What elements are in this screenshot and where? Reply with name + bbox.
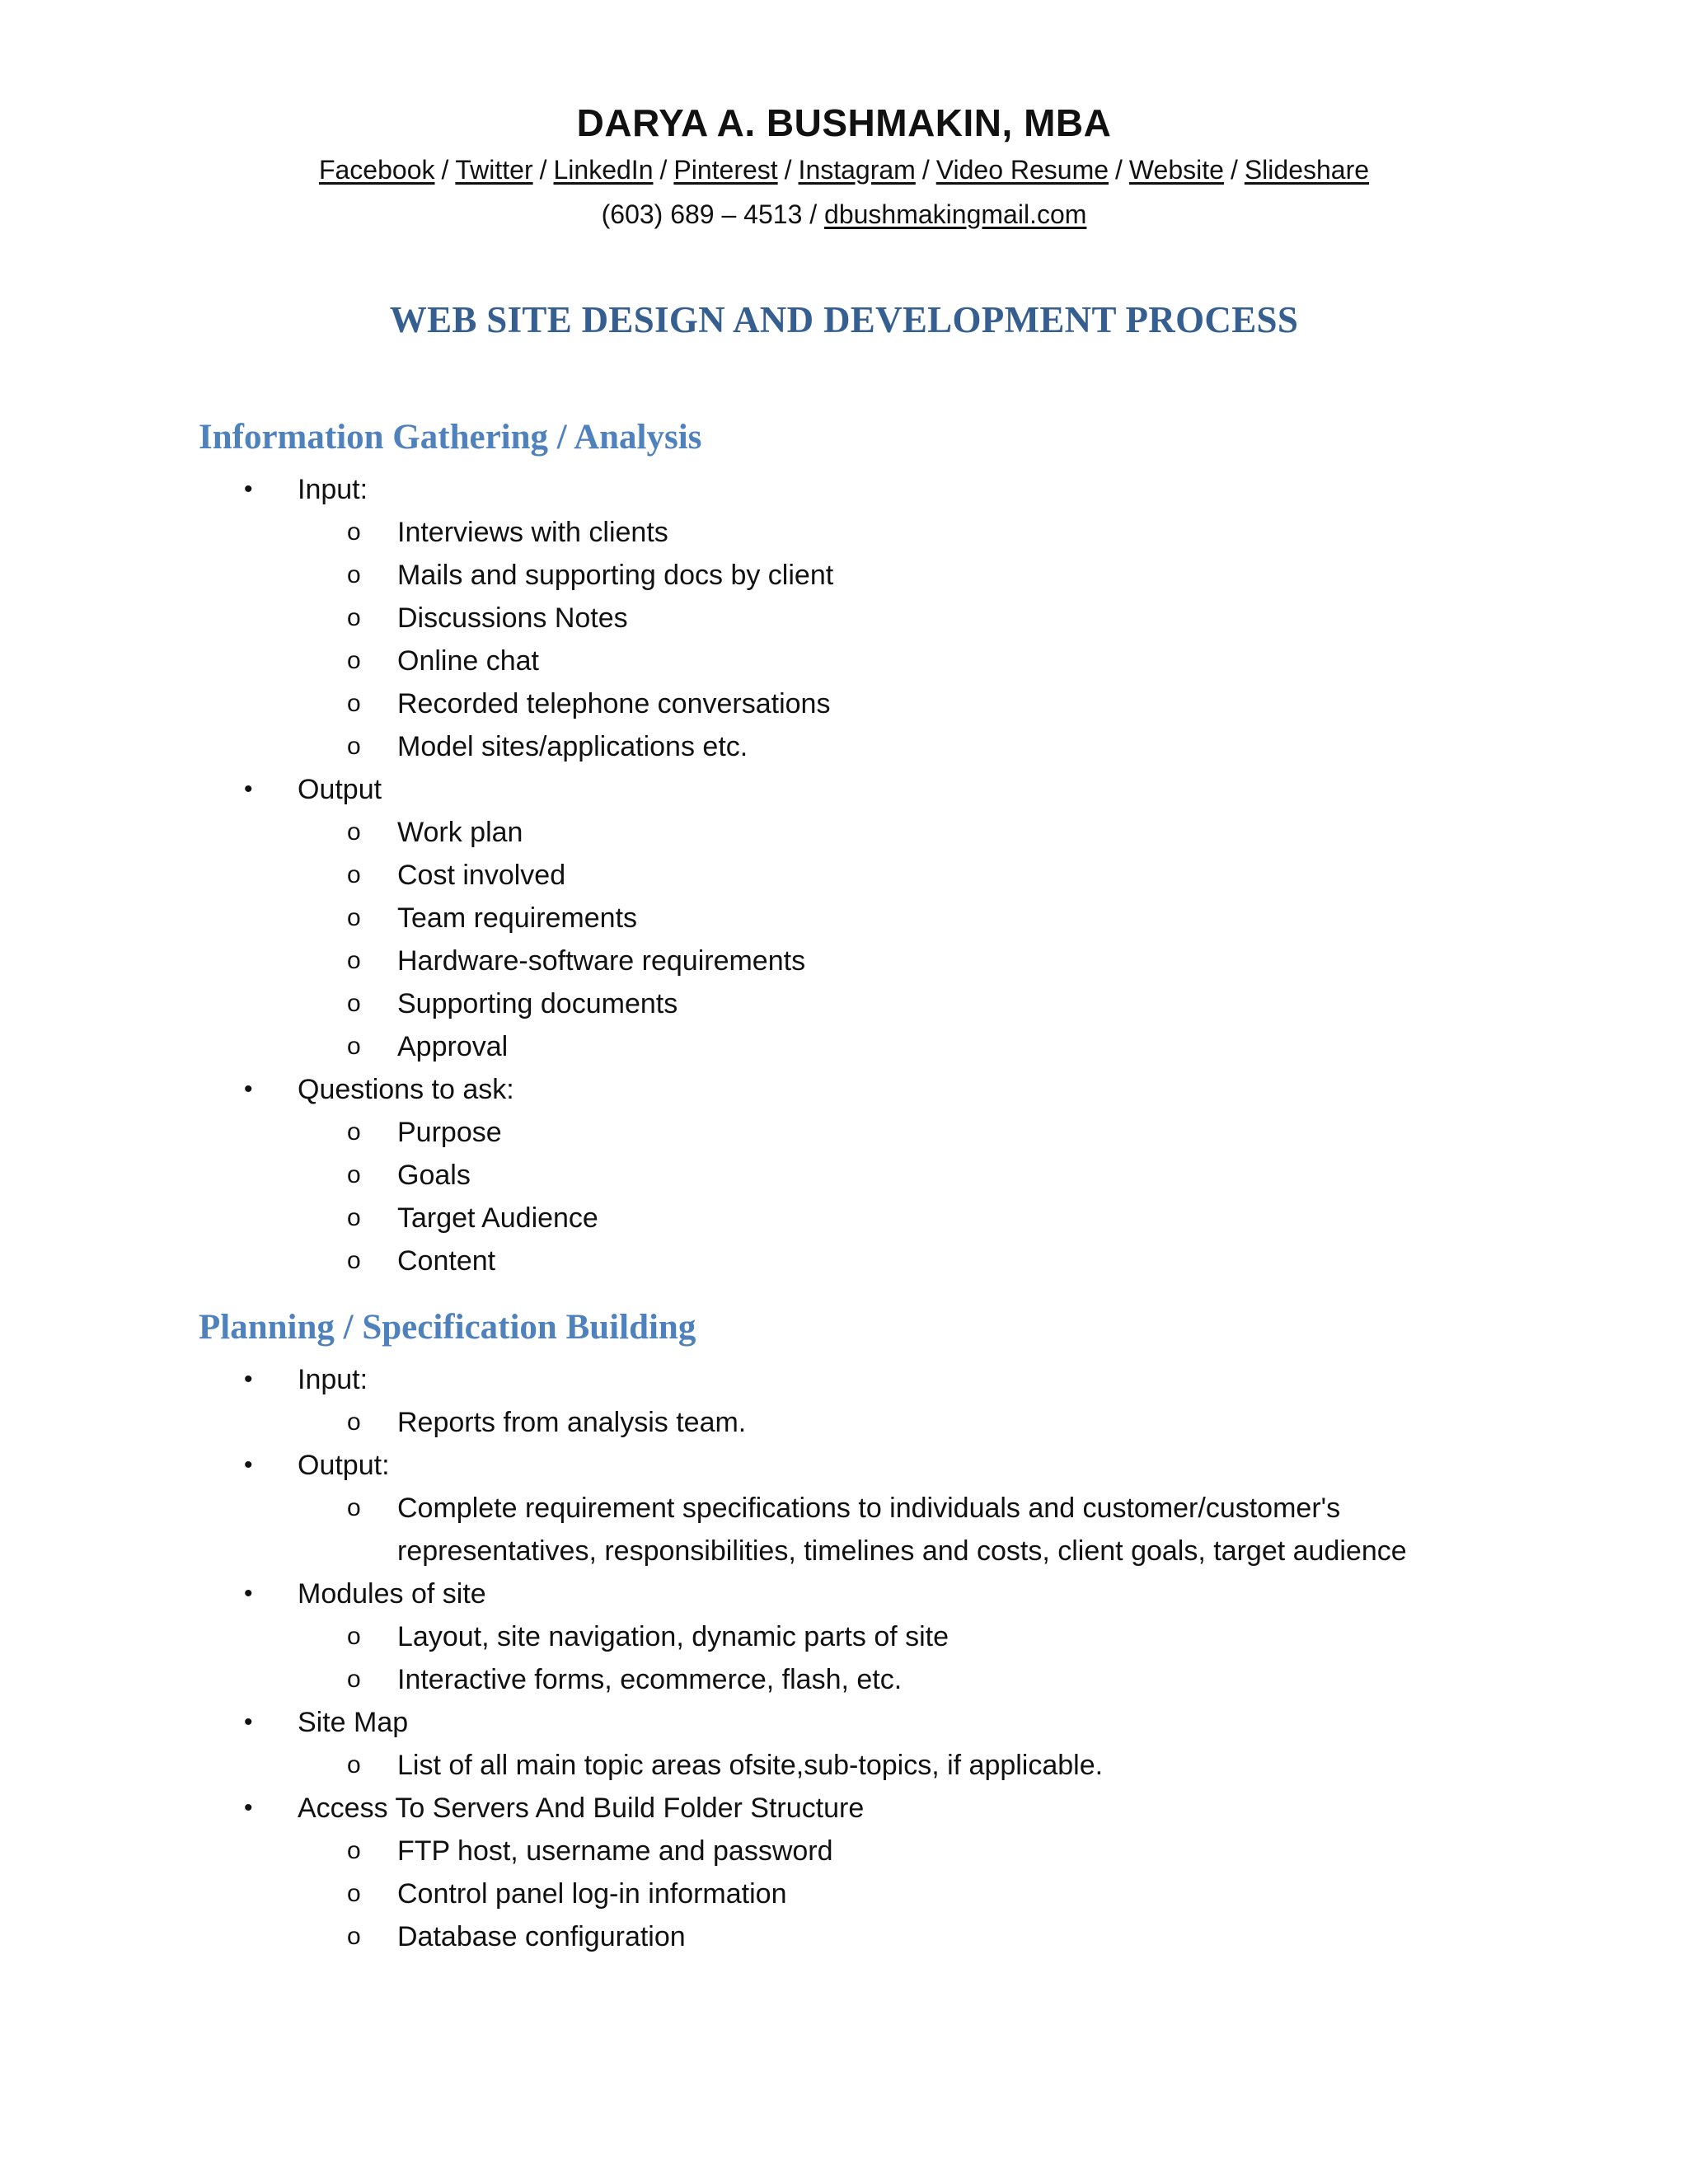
circle-bullet-icon: o [347,1880,361,1907]
circle-bullet-icon: o [347,1666,361,1693]
bullet-icon: • [244,1708,253,1736]
twitter-link[interactable]: Twitter [455,155,533,185]
section-heading-information-gathering: Information Gathering / Analysis [199,418,702,457]
circle-bullet-icon: o [347,647,361,674]
sub-list-item: o Reports from analysis team. [0,1401,1688,1444]
circle-bullet-icon: o [347,1118,361,1146]
facebook-link[interactable]: Facebook [318,155,435,185]
instagram-link[interactable]: Instagram [798,155,916,185]
circle-bullet-icon: o [347,690,361,717]
video-resume-link[interactable]: Video Resume [935,155,1109,185]
sub-list-item: o Target Audience [0,1197,1688,1240]
pinterest-link[interactable]: Pinterest [673,155,778,185]
circle-bullet-icon: o [347,561,361,588]
circle-bullet-icon: o [347,518,361,546]
document-title: WEB SITE DESIGN AND DEVELOPMENT PROCESS [389,299,1299,340]
circle-bullet-icon: o [347,904,361,931]
circle-bullet-icon: o [347,1247,361,1274]
website-link[interactable]: Website [1128,155,1224,185]
list-item: • Input: [0,1358,1688,1401]
sub-list-item: o Cost involved [0,854,1688,897]
sub-list-item: o Recorded telephone conversations [0,682,1688,725]
link-separator: / [441,155,449,185]
circle-bullet-icon: o [347,818,361,846]
circle-bullet-icon: o [347,1751,361,1779]
circle-bullet-icon: o [347,1623,361,1650]
phone-number: (603) 689 – 4513 / [601,199,818,229]
circle-bullet-icon: o [347,1837,361,1864]
social-links [0,155,1688,185]
bullet-icon: • [244,1580,253,1607]
bullet-icon: • [244,1794,253,1821]
sub-list-item: o Discussions Notes [0,597,1688,640]
circle-bullet-icon: o [347,1204,361,1231]
sub-list-item: o Supporting documents [0,982,1688,1025]
list-item: • Site Map [0,1701,1688,1744]
list-item: • Questions to ask: [0,1068,1688,1111]
list-item: • Input: [0,468,1688,511]
sub-list-item: o Database configuration [0,1915,1688,1958]
contact-info [0,199,1688,230]
circle-bullet-icon: o [347,1033,361,1060]
bullet-icon: • [244,776,253,803]
section-list-information-gathering [0,468,1688,1282]
bullet-icon: • [244,1451,253,1479]
author-name: DARYA A. BUSHMAKIN, MBA [576,101,1112,144]
sub-list-item: o Layout, site navigation, dynamic parts of site [0,1615,1688,1658]
circle-bullet-icon: o [347,1408,361,1436]
sub-list-item: o Mails and supporting docs by client [0,554,1688,597]
link-separator: / [1115,155,1123,185]
sub-list-item: o Online chat [0,640,1688,682]
circle-bullet-icon: o [347,861,361,888]
sub-list-item: o Approval [0,1025,1688,1068]
link-separator: / [1230,155,1238,185]
circle-bullet-icon: o [347,604,361,631]
sub-list-item: o Hardware-software requirements [0,940,1688,982]
sub-list-item: o Team requirements [0,897,1688,940]
list-item: • Output [0,768,1688,811]
linkedin-link[interactable]: LinkedIn [553,155,654,185]
circle-bullet-icon: o [347,1494,361,1521]
sub-list-item: o Interviews with clients [0,511,1688,554]
sub-list-item: o Goals [0,1154,1688,1197]
circle-bullet-icon: o [347,1923,361,1950]
section-heading-planning: Planning / Specification Building [199,1308,696,1347]
sub-list-item: o Content [0,1240,1688,1282]
bullet-icon: • [244,1366,253,1393]
sub-list-item: o Control panel log-in information [0,1872,1688,1915]
circle-bullet-icon: o [347,733,361,760]
section-list-planning [0,1358,1688,1958]
sub-list-item: o Complete requirement specifications to individuals and customer/customer's representatives, responsibilities, timelines and costs, client goals, target audience [0,1487,1688,1572]
list-item: • Access To Servers And Build Folder Structure [0,1787,1688,1830]
link-separator: / [784,155,792,185]
list-item: • Modules of site [0,1572,1688,1615]
bullet-icon: • [244,1076,253,1103]
list-item: • Output: [0,1444,1688,1487]
circle-bullet-icon: o [347,1161,361,1188]
bullet-icon: • [244,476,253,503]
sub-list-item: o FTP host, username and password [0,1830,1688,1872]
sub-list-item: o Model sites/applications etc. [0,725,1688,768]
circle-bullet-icon: o [347,990,361,1017]
circle-bullet-icon: o [347,947,361,974]
slideshare-link[interactable]: Slideshare [1244,155,1370,185]
sub-list-item: o List of all main topic areas ofsite,sub-topics, if applicable. [0,1744,1688,1787]
email-link[interactable]: dbushmakingmail.com [824,199,1087,229]
link-separator: / [921,155,930,185]
sub-list-item: o Purpose [0,1111,1688,1154]
link-separator: / [659,155,668,185]
sub-list-item: o Interactive forms, ecommerce, flash, etc. [0,1658,1688,1701]
sub-list-item: o Work plan [0,811,1688,854]
link-separator: / [539,155,547,185]
